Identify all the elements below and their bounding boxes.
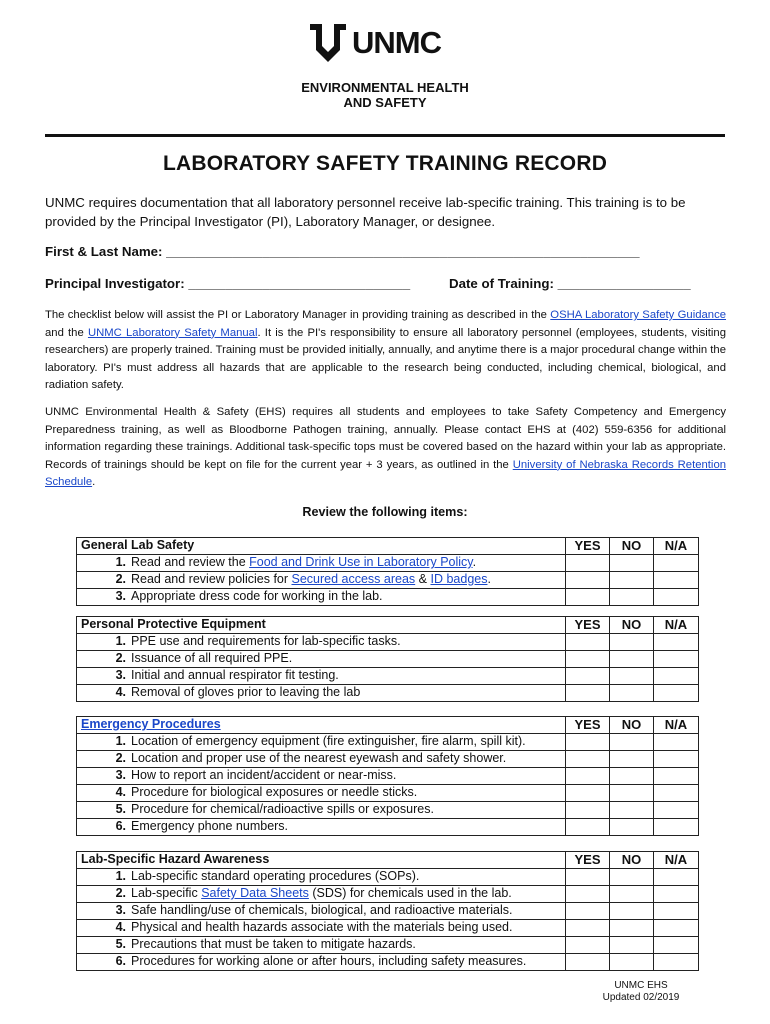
yes-checkbox[interactable] <box>566 920 610 937</box>
ehs-paragraph <box>45 404 726 492</box>
footer-line-2: Updated 02/2019 <box>602 992 680 1003</box>
no-checkbox[interactable] <box>610 954 654 971</box>
checklist-item: 1. Location of emergency equipment (fire extinguisher, fire alarm, spill kit). <box>77 734 566 751</box>
id-badges-link[interactable]: ID badges <box>430 572 488 586</box>
no-checkbox[interactable] <box>610 886 654 903</box>
emergency-procedures-table <box>76 716 699 836</box>
table-row <box>77 668 699 685</box>
na-checkbox[interactable] <box>654 920 699 937</box>
no-checkbox[interactable] <box>610 920 654 937</box>
pi-field[interactable]: Principal Investigator: ______________________________ <box>45 276 411 291</box>
na-checkbox[interactable] <box>654 634 699 651</box>
table-row <box>77 869 699 886</box>
yes-checkbox[interactable] <box>566 651 610 668</box>
yes-checkbox[interactable] <box>566 734 610 751</box>
na-checkbox[interactable] <box>654 734 699 751</box>
review-heading: Review the following items: <box>302 505 468 519</box>
no-column-header: NO <box>610 617 654 634</box>
no-checkbox[interactable] <box>610 651 654 668</box>
yes-checkbox[interactable] <box>566 937 610 954</box>
no-column-header: NO <box>610 538 654 555</box>
unmc-logo <box>306 20 466 66</box>
yes-checkbox[interactable] <box>566 903 610 920</box>
name-field[interactable]: First & Last Name: ________________________________________________________________ <box>45 244 640 259</box>
na-checkbox[interactable] <box>654 886 699 903</box>
no-checkbox[interactable] <box>610 768 654 785</box>
na-checkbox[interactable] <box>654 768 699 785</box>
na-checkbox[interactable] <box>654 785 699 802</box>
no-checkbox[interactable] <box>610 668 654 685</box>
general-lab-safety-table <box>76 537 699 606</box>
table-row <box>77 589 699 606</box>
table-row <box>77 717 699 734</box>
no-checkbox[interactable] <box>610 751 654 768</box>
yes-checkbox[interactable] <box>566 634 610 651</box>
section-title: Personal Protective Equipment <box>77 617 566 634</box>
no-checkbox[interactable] <box>610 734 654 751</box>
table-row <box>77 572 699 589</box>
na-checkbox[interactable] <box>654 685 699 702</box>
dept-line-2: AND SAFETY <box>343 95 427 110</box>
no-checkbox[interactable] <box>610 685 654 702</box>
yes-checkbox[interactable] <box>566 802 610 819</box>
checklist-item: 1. Read and review the Food and Drink Use in Laboratory Policy. <box>77 555 566 572</box>
secured-access-link[interactable]: Secured access areas <box>291 572 416 586</box>
table-row <box>77 937 699 954</box>
checklist-item: 2. Location and proper use of the nearest eyewash and safety shower. <box>77 751 566 768</box>
checklist-item: 3. How to report an incident/accident or near-miss. <box>77 768 566 785</box>
yes-checkbox[interactable] <box>566 572 610 589</box>
na-checkbox[interactable] <box>654 555 699 572</box>
table-row <box>77 954 699 971</box>
page-title: LABORATORY SAFETY TRAINING RECORD <box>162 152 608 175</box>
yes-checkbox[interactable] <box>566 685 610 702</box>
records-retention-link[interactable]: University of Nebraska Records Retention Schedule <box>45 458 727 489</box>
safety-manual-link[interactable]: UNMC Laboratory Safety Manual <box>87 326 258 339</box>
table-row <box>77 555 699 572</box>
table-row <box>77 768 699 785</box>
checklist-item: 2. Read and review policies for Secured access areas & ID badges. <box>77 572 566 589</box>
yes-column-header: YES <box>566 717 610 734</box>
no-checkbox[interactable] <box>610 589 654 606</box>
checklist-item: 3. Appropriate dress code for working in the lab. <box>77 589 566 606</box>
table-row <box>77 819 699 836</box>
checklist-item: 6. Procedures for working alone or after hours, including safety measures. <box>77 954 566 971</box>
yes-column-header: YES <box>566 538 610 555</box>
table-row <box>77 685 699 702</box>
table-row <box>77 852 699 869</box>
na-checkbox[interactable] <box>654 937 699 954</box>
na-checkbox[interactable] <box>654 651 699 668</box>
table-row <box>77 751 699 768</box>
table-row <box>77 920 699 937</box>
checklist-item: 4. Removal of gloves prior to leaving the lab <box>77 685 566 702</box>
na-column-header: N/A <box>654 538 699 555</box>
section-title: General Lab Safety <box>77 538 566 555</box>
yes-checkbox[interactable] <box>566 555 610 572</box>
para1-text-1: The checklist below will assist the PI or Laboratory Manager in providing training as described in the <box>45 309 551 321</box>
yes-checkbox[interactable] <box>566 886 610 903</box>
checklist-item: 3. Initial and annual respirator fit testing. <box>77 668 566 685</box>
header-divider <box>45 134 725 137</box>
checklist-item: 6. Emergency phone numbers. <box>77 819 566 836</box>
table-row <box>77 802 699 819</box>
na-checkbox[interactable] <box>654 819 699 836</box>
checklist-item: 2. Issuance of all required PPE. <box>77 651 566 668</box>
yes-checkbox[interactable] <box>566 589 610 606</box>
para1-text-2: and the <box>45 326 88 339</box>
table-row <box>77 634 699 651</box>
table-row <box>77 734 699 751</box>
footer-line-1: UNMC EHS <box>614 980 668 991</box>
safety-data-sheets-link[interactable]: Safety Data Sheets <box>201 886 309 900</box>
yes-checkbox[interactable] <box>566 668 610 685</box>
checklist-item: 4. Physical and health hazards associate with the materials being used. <box>77 920 566 937</box>
para2-text-1: UNMC Environmental Health & Safety (EHS) requires all students and employees to take Safety Competency and Emergency Preparedness training, as well as Bloodborne Pathogen training, annually. Please contact EHS at (402) 559-6356 for additional information regarding these trainings. Additional task-specific tops must be covered based on the hazard within your lab as appropriate. Records of trainings should be kept on file for the current year + 3 years, as outlined in the <box>45 406 726 471</box>
no-checkbox[interactable] <box>610 572 654 589</box>
checklist-item: 2. Lab-specific Safety Data Sheets (SDS) for chemicals used in the lab. <box>77 886 566 903</box>
na-checkbox[interactable] <box>654 668 699 685</box>
no-checkbox[interactable] <box>610 802 654 819</box>
na-column-header: N/A <box>654 617 699 634</box>
checklist-item: 1. PPE use and requirements for lab-specific tasks. <box>77 634 566 651</box>
yes-checkbox[interactable] <box>566 819 610 836</box>
no-checkbox[interactable] <box>610 785 654 802</box>
checklist-item: 5. Precautions that must be taken to mitigate hazards. <box>77 937 566 954</box>
na-column-header: N/A <box>654 852 699 869</box>
yes-checkbox[interactable] <box>566 768 610 785</box>
na-checkbox[interactable] <box>654 589 699 606</box>
footer <box>586 980 696 1004</box>
no-checkbox[interactable] <box>610 819 654 836</box>
hazard-awareness-table <box>76 851 699 971</box>
checklist-item: 5. Procedure for chemical/radioactive spills or exposures. <box>77 802 566 819</box>
no-column-header: NO <box>610 852 654 869</box>
table-row <box>77 903 699 920</box>
yes-checkbox[interactable] <box>566 751 610 768</box>
na-checkbox[interactable] <box>654 903 699 920</box>
logo-text: UNMC <box>352 25 441 60</box>
yes-column-header: YES <box>566 617 610 634</box>
dept-line-1: ENVIRONMENTAL HEALTH <box>301 80 469 95</box>
table-row <box>77 538 699 555</box>
food-drink-policy-link[interactable]: Food and Drink Use in Laboratory Policy <box>249 555 473 569</box>
no-column-header: NO <box>610 717 654 734</box>
na-checkbox[interactable] <box>654 802 699 819</box>
department-name <box>280 80 490 110</box>
no-checkbox[interactable] <box>610 555 654 572</box>
yes-checkbox[interactable] <box>566 954 610 971</box>
na-column-header: N/A <box>654 717 699 734</box>
osha-guidance-link[interactable]: OSHA Laboratory Safety Guidance <box>550 309 727 321</box>
ppe-table <box>76 616 699 702</box>
emergency-procedures-link[interactable]: Emergency Procedures <box>81 717 221 731</box>
na-checkbox[interactable] <box>654 751 699 768</box>
table-row <box>77 651 699 668</box>
table-row <box>77 617 699 634</box>
para1-text-3: . It is the PI's responsibility to ensure all laboratory personnel (employees, students, visiting researchers) are properly trained. Training must be provided initially, annually, and anytime there is a major procedural change within the laboratory. PI's must address all hazards that are applicable to the research being conducted, including chemical, biological, and radiation safety. <box>45 326 726 392</box>
no-checkbox[interactable] <box>610 634 654 651</box>
yes-checkbox[interactable] <box>566 869 610 886</box>
checklist-item: 1. Lab-specific standard operating procedures (SOPs). <box>77 869 566 886</box>
table-row <box>77 785 699 802</box>
checklist-paragraph <box>45 307 726 395</box>
yes-checkbox[interactable] <box>566 785 610 802</box>
section-title <box>77 717 566 734</box>
checklist-item: 3. Safe handling/use of chemicals, biological, and radioactive materials. <box>77 903 566 920</box>
yes-column-header: YES <box>566 852 610 869</box>
no-checkbox[interactable] <box>610 869 654 886</box>
no-checkbox[interactable] <box>610 903 654 920</box>
table-row <box>77 886 699 903</box>
para2-text-2: . <box>92 476 96 489</box>
na-checkbox[interactable] <box>654 954 699 971</box>
na-checkbox[interactable] <box>654 572 699 589</box>
no-checkbox[interactable] <box>610 937 654 954</box>
intro-text: UNMC requires documentation that all laboratory personnel receive lab-specific training. This training is to be provided by the Principal Investigator (PI), Laboratory Manager, or designee. <box>45 195 686 229</box>
date-field[interactable]: Date of Training: __________________ <box>449 276 691 291</box>
na-checkbox[interactable] <box>654 869 699 886</box>
checklist-item: 4. Procedure for biological exposures or needle sticks. <box>77 785 566 802</box>
unmc-shield-icon <box>306 20 350 64</box>
section-title: Lab-Specific Hazard Awareness <box>77 852 566 869</box>
